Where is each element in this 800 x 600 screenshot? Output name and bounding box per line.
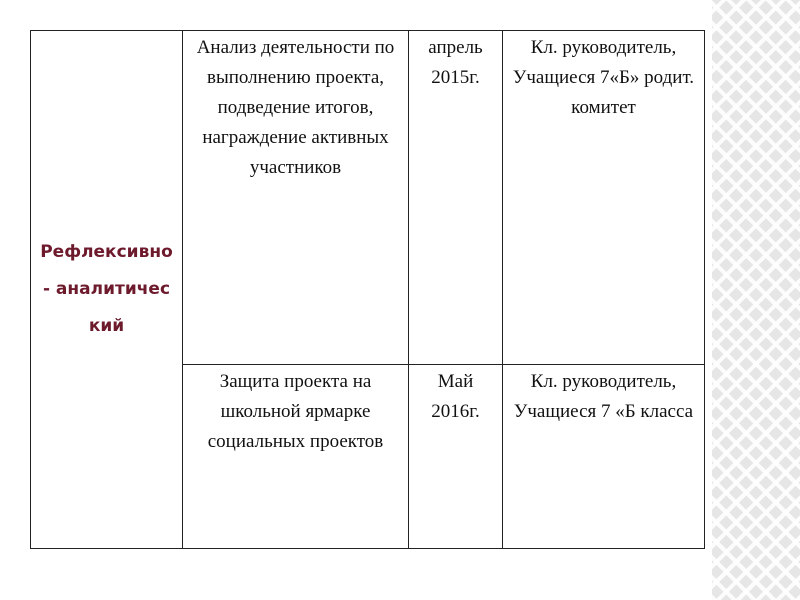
responsible-cell: [503, 365, 705, 549]
responsible-cell: [503, 31, 705, 365]
date-text: Май 2016г.: [431, 371, 480, 422]
activity-cell: [183, 365, 409, 549]
stage-name: Рефлексивно - аналитический: [40, 242, 173, 336]
stage-cell: [31, 31, 183, 549]
activity-text: Защита проекта на школьной ярмарке социальных проектов: [207, 371, 384, 452]
date-cell: [409, 31, 503, 365]
decorative-side-pattern: [712, 0, 800, 600]
table-row: [31, 31, 705, 365]
date-cell: [409, 365, 503, 549]
activity-text: Анализ деятельности по выполнению проекта, подведение итогов, награждение активных участников: [196, 37, 395, 178]
responsible-text: Кл. руководитель, Учащиеся 7 «Б класса: [513, 371, 694, 422]
project-plan-table: [30, 30, 705, 549]
activity-cell: [183, 31, 409, 365]
responsible-text: Кл. руководитель, Учащиеся 7«Б» родит. комитет: [512, 37, 695, 118]
date-text: апрель 2015г.: [428, 37, 483, 88]
